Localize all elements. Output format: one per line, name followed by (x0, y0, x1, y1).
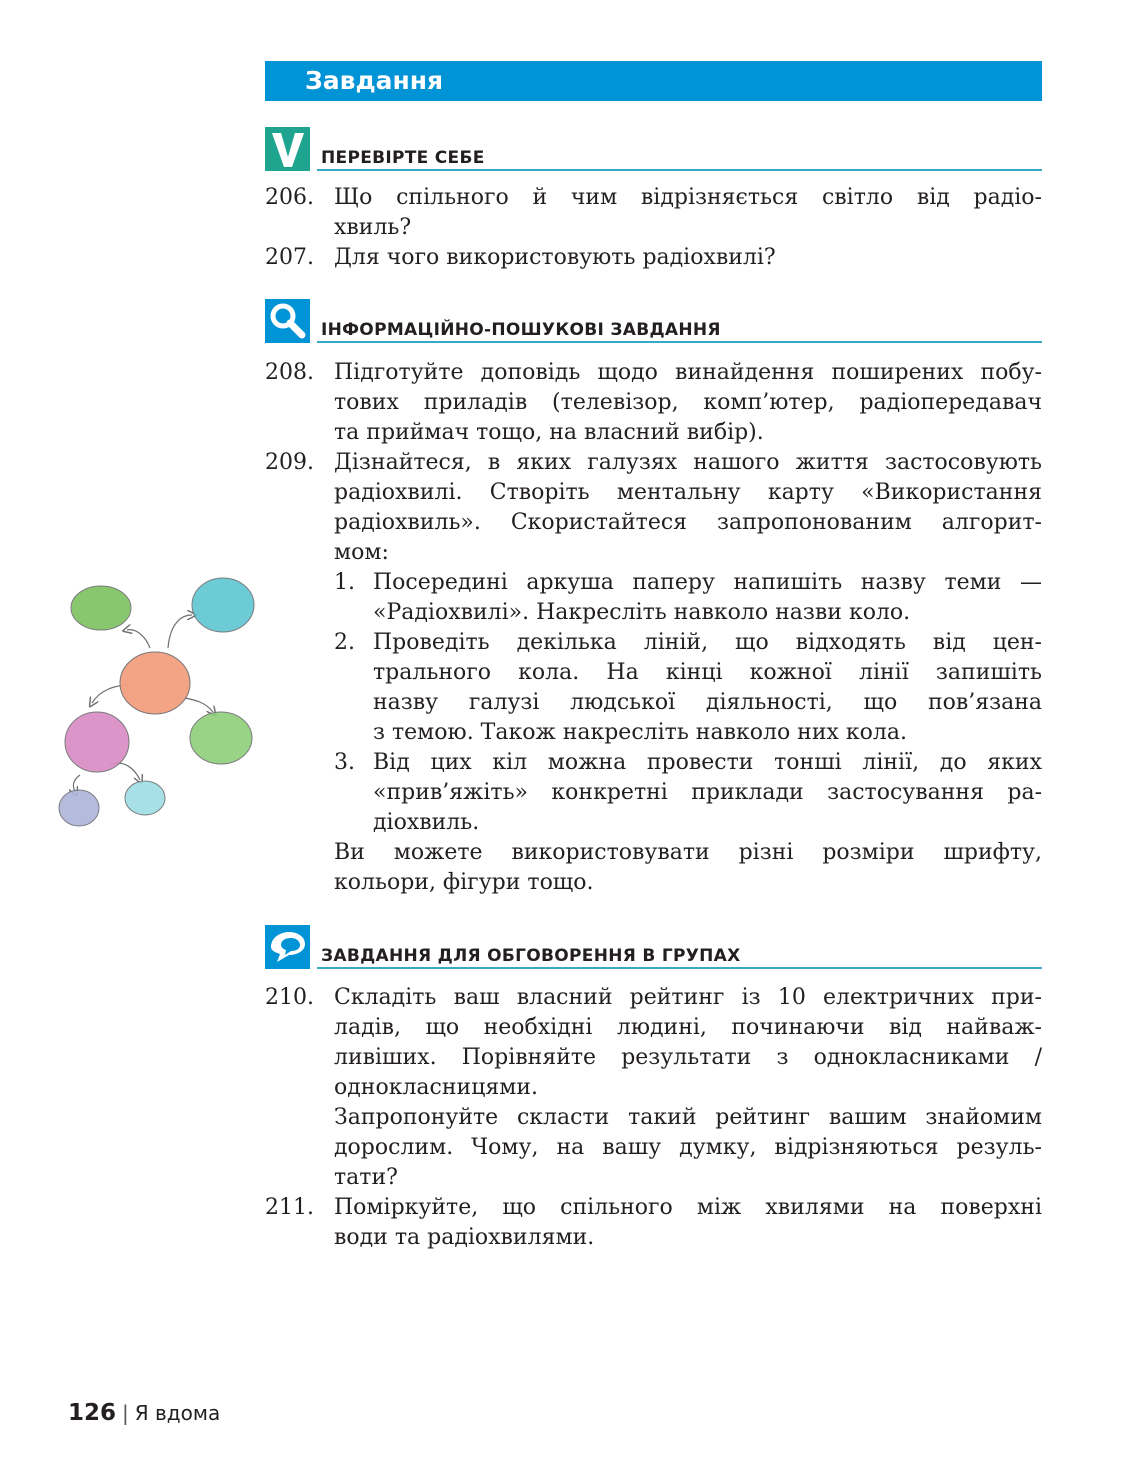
text-line: назву галузі людської діяльності, що пов’язана (373, 690, 1042, 715)
text-line: радіохвилі. Створіть ментальну карту «Використання (334, 480, 1042, 505)
text-line: води та радіохвилями. (334, 1225, 595, 1250)
step-3 (334, 748, 1042, 838)
section-title: ІНФОРМАЦІЙНО-ПОШУКОВІ ЗАВДАННЯ (321, 320, 721, 340)
task-number: 206. (265, 185, 314, 210)
section-check-yourself (265, 127, 1042, 171)
tasks-banner (265, 61, 1042, 101)
step-number: 1. (334, 570, 355, 595)
text-line: Поміркуйте, що спільного між хвилями на поверхні (334, 1195, 1042, 1220)
task-209 (265, 448, 1042, 898)
text-line: Посередині аркуша паперу напишіть назву теми — (373, 570, 1042, 595)
text-line: Складіть ваш власний рейтинг із 10 електричних при- (334, 985, 1042, 1010)
bubble-light-blue (125, 781, 165, 815)
section-rule (317, 341, 1042, 343)
task-number: 208. (265, 360, 314, 385)
bubble-lavender (59, 790, 99, 826)
connector-line (73, 775, 80, 792)
text-line: мом: (334, 540, 389, 565)
section-rule (317, 967, 1042, 969)
text-line: ладів, що необхідні людині, починаючи від найваж- (334, 1015, 1042, 1040)
text-line: Запропонуйте скласти такий рейтинг вашим знайомим (334, 1105, 1042, 1130)
text-line: Проведіть декілька ліній, що відходять від цен- (373, 630, 1042, 655)
banner-title: Завдання (305, 66, 444, 95)
section-info-search (265, 299, 1042, 343)
bubble-green-right (190, 712, 252, 764)
section-title: ПЕРЕВІРТЕ СЕБЕ (321, 148, 485, 168)
text-line: діохвиль. (373, 810, 480, 835)
text-line: кольори, фігури тощо. (334, 870, 594, 895)
page-number: 126 (68, 1400, 117, 1426)
task-211 (265, 1193, 1042, 1253)
bubble-blue-top (192, 578, 254, 632)
section-rule (317, 169, 1042, 171)
task-number: 209. (265, 450, 314, 475)
text-line: Що спільного й чим відрізняється світло від радіо- (334, 185, 1042, 210)
step-1 (334, 568, 1042, 628)
step-2 (334, 628, 1042, 748)
text-line: Підготуйте доповідь щодо винайдення поширених побу- (334, 360, 1042, 385)
checkmark-icon (265, 127, 310, 171)
text-line: «прив’яжіть» конкретні приклади застосування ра- (373, 780, 1042, 805)
page-footer (68, 1400, 220, 1426)
connector-line (127, 630, 150, 648)
speech-bubbles-icon (265, 925, 310, 969)
bubble-center (120, 652, 190, 714)
task-210 (265, 983, 1042, 1193)
text-line: тати? (334, 1165, 398, 1190)
task-207 (265, 243, 1042, 273)
text-line: ливіших. Порівняйте результати з однокласниками / (334, 1045, 1042, 1070)
connector-line (168, 615, 192, 648)
text-line: Дізнайтеся, в яких галузях нашого життя застосовують (334, 450, 1042, 475)
mind-map-illustration (55, 570, 290, 840)
task-number: 211. (265, 1195, 314, 1220)
footer-separator: | (122, 1401, 129, 1425)
text-line: та приймач тощо, на власний вибір). (334, 420, 764, 445)
text-line: Для чого використовують радіохвилі? (334, 245, 776, 270)
task-number: 210. (265, 985, 314, 1010)
text-line: трального кола. На кінці кожної лінії запишіть (373, 660, 1042, 685)
text-line: тових приладів (телевізор, комп’ютер, радіопередавач (334, 390, 1042, 415)
text-line: Ви можете використовувати різні розміри шрифту, (334, 840, 1042, 865)
step-number: 2. (334, 630, 355, 655)
text-line: дорослим. Чому, на вашу думку, відрізняються резуль- (334, 1135, 1042, 1160)
bubble-green-top (71, 586, 131, 630)
text-line: радіохвиль». Скористайтеся запропонованим алгорит- (334, 510, 1042, 535)
task-number: 207. (265, 245, 314, 270)
footer-section-name: Я вдома (134, 1401, 221, 1425)
text-line: з темою. Також накресліть навколо них кола. (373, 720, 907, 745)
magnifier-icon (265, 299, 310, 343)
connector-line (185, 698, 213, 712)
section-group-discussion (265, 925, 1042, 969)
section-title: ЗАВДАННЯ ДЛЯ ОБГОВОРЕННЯ В ГРУПАХ (321, 946, 741, 966)
task-208 (265, 358, 1042, 448)
text-line: «Радіохвилі». Накресліть навколо назви коло. (373, 600, 911, 625)
text-line: хвиль? (334, 215, 412, 240)
text-line: Від цих кіл можна провести тонші лінії, до яких (373, 750, 1042, 775)
bubble-pink (65, 712, 129, 772)
text-line: однокласницями. (334, 1075, 538, 1100)
task-206 (265, 183, 1042, 243)
step-number: 3. (334, 750, 355, 775)
